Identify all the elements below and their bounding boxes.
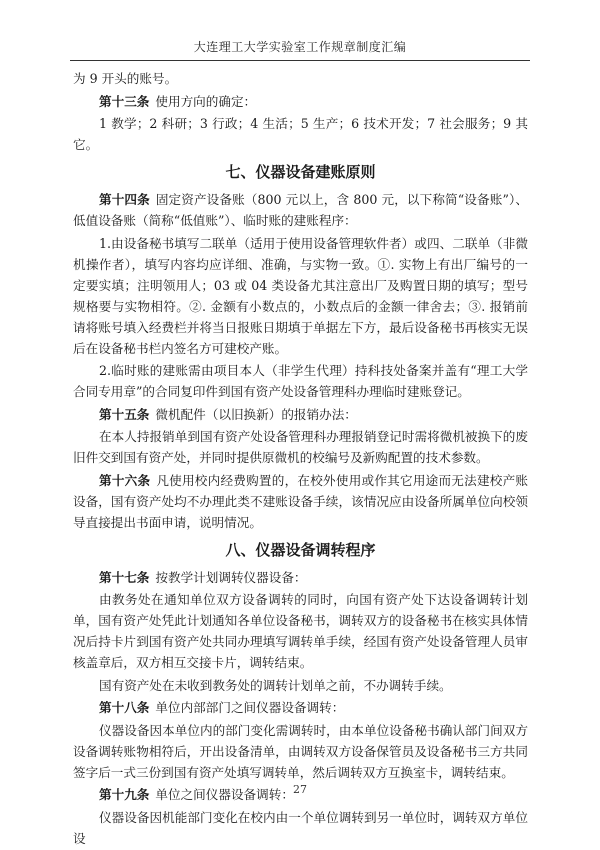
article-15 — [73, 404, 528, 425]
article-text: 使用方向的确定： — [155, 93, 257, 109]
article-label: 第十八条 — [99, 700, 150, 715]
article-label: 第十七条 — [99, 569, 150, 585]
article-17 — [73, 567, 528, 588]
article-text: 固定资产设备账（800 元以上，含 800 元，以下称简“设备账”）、低值设备账（简称“低值账”）、临时账的建账程序： — [73, 192, 528, 228]
article-14 — [73, 189, 528, 231]
document-body — [73, 68, 528, 850]
page-header: 大连理工大学实验室工作规章制度汇编 — [193, 40, 407, 54]
paragraph: 仪器设备因本单位内的部门变化需调转时，由本单位设备秘书确认部门间双方设备调转账物相符后，开出设备清单，由调转双方设备保管员及设备秘书三方共同签字后一式三份到国有资产处填写调转单，然后调转双方互换室卡，调转结束。 — [73, 722, 528, 780]
section-heading-8: 八、仪器设备调转程序 — [225, 540, 376, 559]
article-label: 第十九条 — [99, 787, 150, 802]
paragraph: 2.临时账的建账需由项目本人（非学生代理）持科技处备案并盖有“理工大学合同专用章”的合同复印件到国有资产处设备管理科办理临时建账登记。 — [73, 363, 528, 399]
paragraph: 在本人持报销单到国有资产处设备管理科办理报销登记时需将微机被换下的废旧件交到国有资产处，并同时提供原微机的校编号及新购配置的技术参数。 — [73, 429, 528, 465]
paragraph: 仪器设备因机能部门变化在校内由一个单位调转到另一单位时，调转双方单位设 — [73, 809, 528, 846]
section-heading-7: 七、仪器设备建账原则 — [225, 163, 376, 181]
article-label: 第十五条 — [99, 406, 150, 422]
paragraph: 由教务处在通知单位双方设备调转的同时，向国有资产处下达设备调转计划单，国有资产处凭此计划通知各单位设备秘书，调转双方的设备秘书在核实具体情况后持卡片到国有资产处共同办理填写调转单手续，经国有资产处设备管理人员审核盖章后，双方相互交接卡片，调转结束。 — [73, 592, 528, 670]
paragraph: 为 9 开头的账号。 — [73, 71, 178, 86]
article-text: 凡使用校内经费购置的，在校外使用或作其它用途而无法建校产账设备，国有资产处均不办理此类不建账设备手续，该情况应由设备所属单位向校领导直接提出书面申请，说明情况。 — [73, 472, 529, 530]
page-number: 27 — [293, 783, 307, 796]
article-label: 第十四条 — [99, 192, 150, 207]
article-16 — [73, 470, 528, 533]
paragraph: 1 教学；2 科研；3 行政；4 生活；5 生产；6 技术开发；7 社会服务；9 其它。 — [73, 116, 528, 152]
article-text: 微机配件（以旧换新）的报销办法： — [155, 406, 357, 422]
article-text: 单位内部部门之间仪器设备调转： — [155, 700, 345, 715]
header-divider — [70, 60, 530, 61]
article-13 — [73, 91, 528, 112]
paragraph: 国有资产处在未收到教务处的调转计划单之前，不办调转手续。 — [99, 677, 452, 693]
article-18 — [73, 697, 528, 718]
article-text: 单位之间仪器设备调转： — [155, 787, 294, 802]
article-label: 第十六条 — [99, 472, 151, 488]
paragraph: 1.由设备秘书填写二联单（适用于使用设备管理软件者）或四、二联单（非微机操作者），填写内容均应详细、准确，与实物一致。①. 实物上有出厂编号的一定要实填；注明领用人；03 或 04 类设备尤其注意出厂及购置日期的填写；型号规格要与实物相符。②. 金额有小数点的，小数点后的金额一律舍去；③. 报销前请将账号填入经费栏并将当日报账日期填于单据左下方，最后设备秘书再核实无误后在设备秘书栏内签名方可建校产账。 — [73, 235, 528, 356]
article-text: 按教学计划调转仪器设备： — [155, 569, 307, 585]
article-label: 第十三条 — [99, 93, 150, 109]
